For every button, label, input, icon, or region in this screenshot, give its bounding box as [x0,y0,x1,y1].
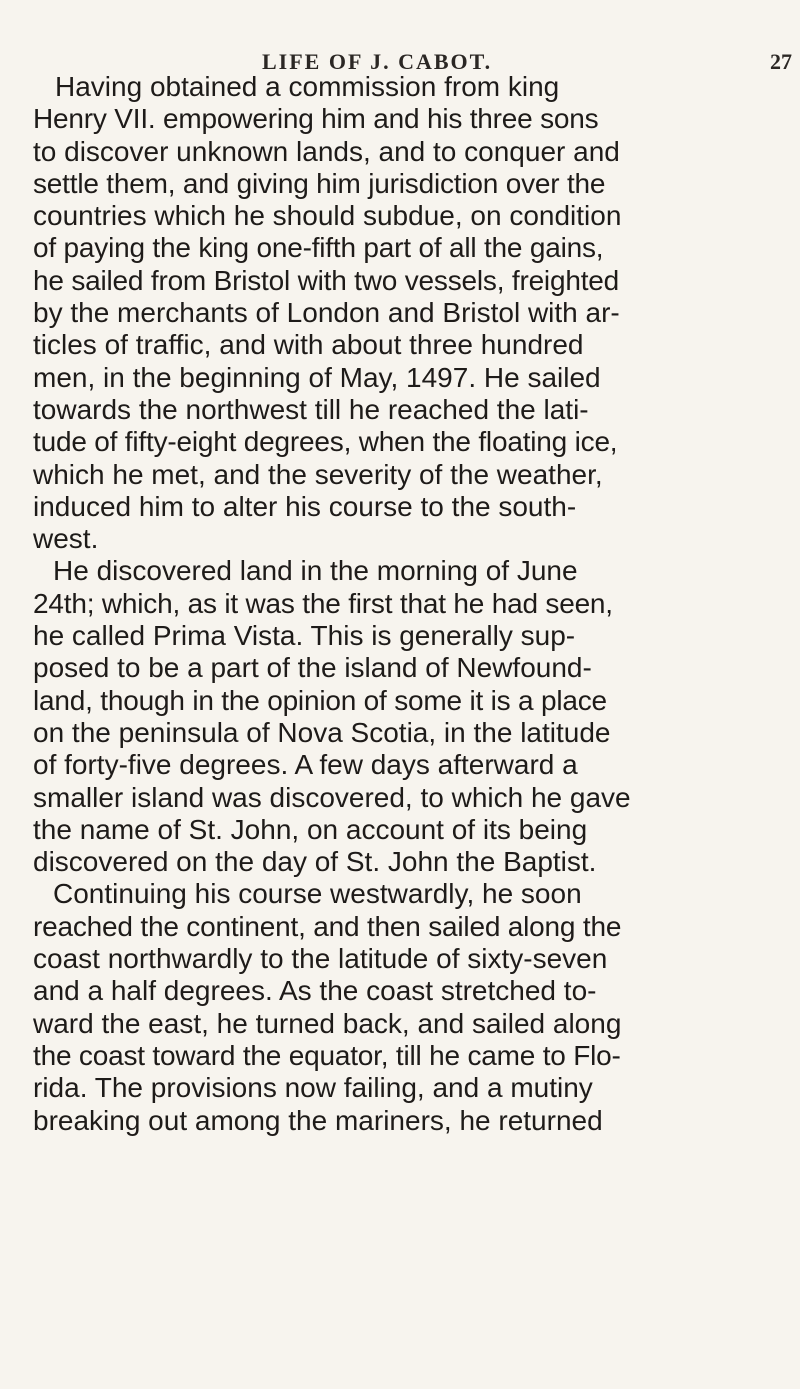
text-line: towards the northwest till he reached the lati- [33,393,589,425]
text-line: rida. The provisions now failing, and a mutiny [33,1072,593,1104]
text-line: induced him to alter his course to the south- [33,490,577,522]
text-line: posed to be a part of the island of Newfound- [33,652,592,684]
body-text [33,71,793,1137]
text-line: he sailed from Bristol with two vessels, freighted [33,264,620,296]
text-line: on the peninsula of Nova Scotia, in the latitude [33,716,611,748]
text-line: smaller island was discovered, to which he gave [33,781,631,813]
text-line: 24th; which, as it was the first that he had seen, [33,587,613,619]
text-line: reached the continent, and then sailed along the [33,910,622,942]
text-line: of forty-five degrees. A few days afterward a [33,749,578,781]
text-line: by the merchants of London and Bristol with ar- [33,297,620,329]
text-line: and a half degrees. As the coast stretched to- [33,975,597,1007]
text-line: Henry VII. empowering him and his three sons [33,103,599,135]
text-line: which he met, and the severity of the weather, [33,458,603,490]
text-line: He discovered land in the morning of June [53,555,578,587]
text-line: Having obtained a commission from king [55,71,560,102]
text-line: coast northwardly to the latitude of sixty-seven [33,943,608,975]
text-line: the coast toward the equator, till he came to Flo- [33,1039,621,1071]
text-line: countries which he should subdue, on condition [33,200,622,232]
text-line: ticles of traffic, and with about three hundred [33,329,584,361]
text-line: men, in the beginning of May, 1497. He sailed [33,361,601,393]
text-line: land, though in the opinion of some it is a place [33,684,607,716]
text-line: he called Prima Vista. This is generally sup- [33,620,576,652]
text-line: settle them, and giving him jurisdiction over the [33,167,606,199]
text-line: discovered on the day of St. John the Baptist. [33,846,597,878]
text-line: ward the east, he turned back, and sailed along [33,1007,622,1039]
text-line: Continuing his course westwardly, he soon [53,878,582,910]
running-head: LIFE OF J. CABOT. [262,49,493,74]
text-line: of paying the king one-fifth part of all the gains, [33,232,604,264]
text-line: tude of fifty-eight degrees, when the floating ice, [33,426,618,458]
text-line: breaking out among the mariners, he returned [33,1104,603,1136]
text-line: the name of St. John, on account of its being [33,813,588,845]
page-number: 27 [770,49,792,74]
page-header [0,8,800,74]
text-line: to discover unknown lands, and to conquer and [33,135,620,167]
text-line: west. [33,523,99,555]
